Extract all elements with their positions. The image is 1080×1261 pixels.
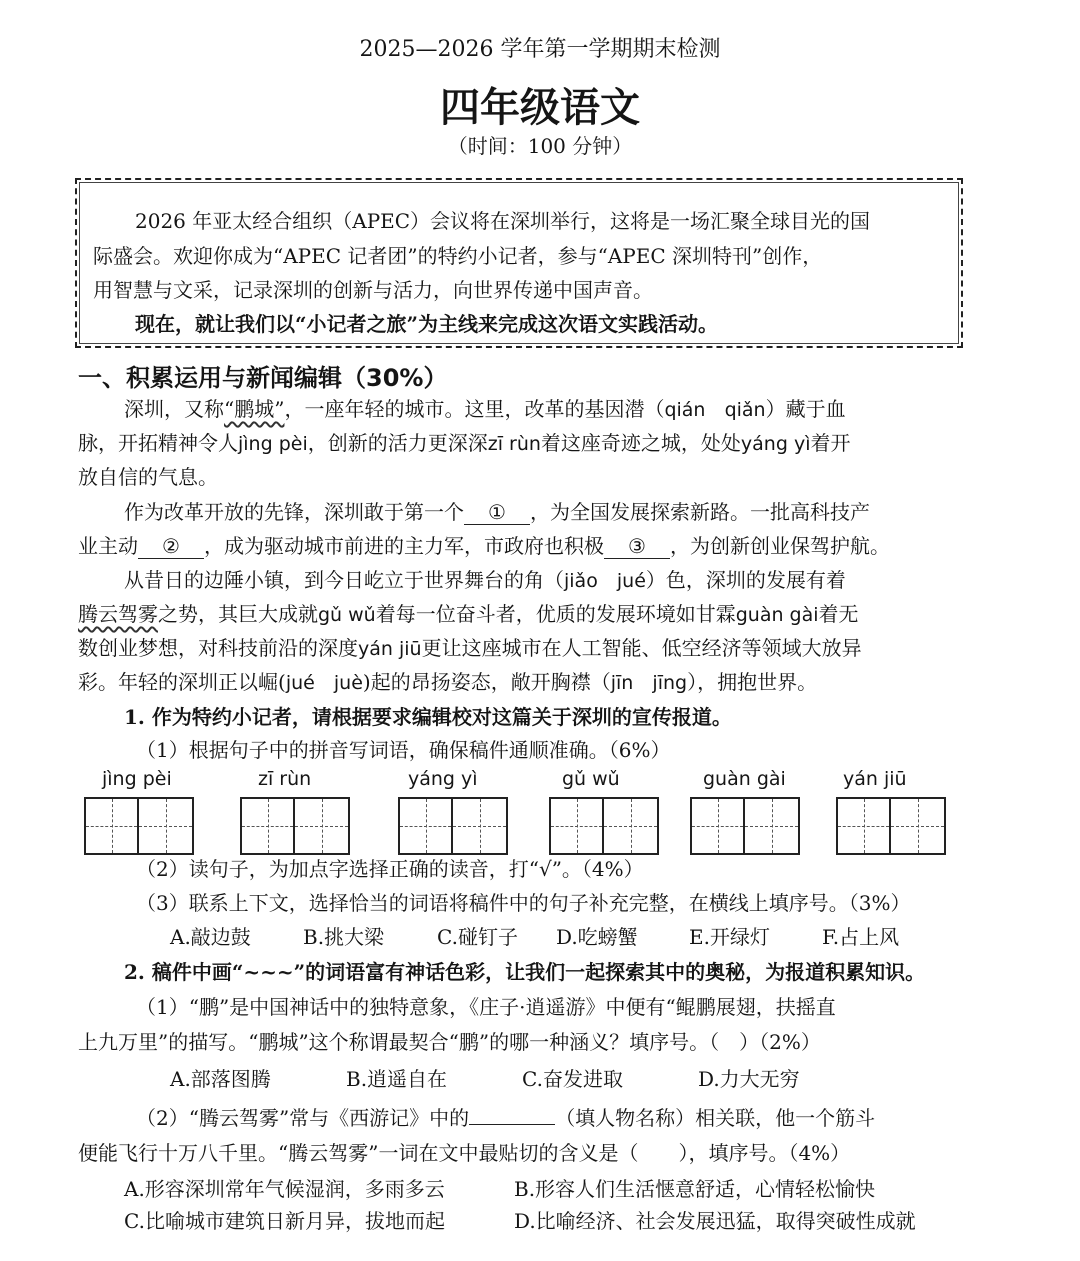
question-2-sub1-line1: （1）“鹏”是中国神话中的独特意象，《庄子·逍遥游》中便有“鲲鹏展翅，扶摇直	[136, 995, 836, 1019]
question-1-title: 1. 作为特约小记者，请根据要求编辑校对这篇关于深圳的宣传报道。	[124, 705, 732, 729]
option-q2-1-b: B.逍遥自在	[346, 1067, 448, 1091]
option-q1-c: C.碰钉子	[437, 925, 518, 949]
passage-p1-line3: 放自信的气息。	[78, 465, 218, 489]
option-q2-2-a: A.形容深圳常年气候湿润，多雨多云	[124, 1177, 445, 1201]
passage-p3-line2: 腾云驾雾之势，其巨大成就gǔ wǔ着每一位奋斗者，优质的发展环境如甘霖guàn gài着无	[78, 602, 859, 626]
passage-p3-line1: 从昔日的边陲小镇，到今日屹立于世界舞台的角（jiǎo jué）色，深圳的发展有着	[124, 568, 846, 592]
pinyin-label-1: jìng pèi	[102, 768, 172, 790]
blank-3[interactable]: ③	[604, 534, 670, 559]
option-q1-b: B.挑大梁	[303, 925, 385, 949]
question-2-sub2-line2: 便能飞行十万八千里。“腾云驾雾”一词在文中最贴切的含义是（ ），填序号。（4%）	[78, 1141, 851, 1165]
blank-2[interactable]: ②	[138, 534, 204, 559]
section-title: 一、积累运用与新闻编辑（30%）	[78, 364, 448, 392]
question-2-sub2-line1: （2）“腾云驾雾”常与《西游记》中的 （填人物名称）相关联，他一个筋斗	[136, 1106, 876, 1130]
pinyin-label-4: gǔ wǔ	[562, 768, 620, 790]
blank-1[interactable]: ①	[464, 500, 530, 525]
option-q2-2-c: C.比喻城市建筑日新月异，拔地而起	[124, 1209, 445, 1233]
pinyin-label-2: zī rùn	[258, 768, 312, 790]
option-q2-1-d: D.力大无穷	[698, 1067, 800, 1091]
intro-line-2: 际盛会。欢迎你成为“APEC 记者团”的特约小记者，参与“APEC 深圳特刊”创作，	[93, 244, 823, 268]
pengcheng-term: “鹏城”	[224, 397, 285, 421]
writing-grid-3[interactable]	[398, 797, 508, 855]
option-q2-2-d: D.比喻经济、社会发展迅猛，取得突破性成就	[514, 1209, 916, 1233]
passage-p3-line3: 数创业梦想，对科技前沿的深度yán jiū更让这座城市在人工智能、低空经济等领域大放异	[78, 636, 862, 660]
option-q1-d: D.吃螃蟹	[556, 925, 638, 949]
passage-p1-line2: 脉，开拓精神令人jìng pèi，创新的活力更深深zī rùn着这座奇迹之城，处处yáng yì着开	[78, 431, 851, 455]
tengyun-term: 腾云驾雾	[78, 602, 158, 626]
exam-time: （时间：100 分钟）	[447, 134, 633, 158]
option-q1-f: F.占上风	[822, 925, 900, 949]
option-q2-2-b: B.形容人们生活惬意舒适，心情轻松愉快	[514, 1177, 876, 1201]
character-name-blank[interactable]	[469, 1124, 555, 1125]
page-title: 四年级语文	[440, 85, 640, 131]
question-1-sub1: （1）根据句子中的拼音写词语，确保稿件通顺准确。（6%）	[136, 738, 671, 762]
option-q2-1-a: A.部落图腾	[170, 1067, 271, 1091]
intro-line-1: 2026 年亚太经合组织（APEC）会议将在深圳举行，这将是一场汇聚全球目光的国	[135, 209, 871, 233]
writing-grid-5[interactable]	[690, 797, 800, 855]
option-q1-e: E.开绿灯	[689, 925, 770, 949]
passage-p2-line2: 业主动 ② ，成为驱动城市前进的主力军，市政府也积极 ③ ，为创新创业保驾护航。	[78, 534, 890, 558]
writing-grid-2[interactable]	[240, 797, 350, 855]
question-2-title: 2. 稿件中画“~~~”的词语富有神话色彩，让我们一起探索其中的奥秘，为报道积累知识。	[124, 960, 926, 984]
exam-term: 2025—2026 学年第一学期期末检测	[359, 37, 721, 62]
passage-p2-line1: 作为改革开放的先锋，深圳敢于第一个 ① ，为全国发展探索新路。一批高科技产	[124, 500, 870, 524]
writing-grid-1[interactable]	[84, 797, 194, 855]
passage-p3-line4: 彩。年轻的深圳正以崛(jué juè)起的昂扬姿态，敞开胸襟（jīn jīng），拥抱世界。	[78, 670, 818, 694]
question-1-sub2: （2）读句子，为加点字选择正确的读音，打“√”。（4%）	[136, 857, 644, 881]
question-2-sub1-line2: 上九万里”的描写。“鹏城”这个称谓最契合“鹏”的哪一种涵义？填序号。（ ）（2%）	[78, 1030, 821, 1054]
option-q1-a: A.敲边鼓	[170, 925, 251, 949]
pinyin-label-5: guàn gài	[703, 768, 786, 790]
intro-bold-line: 现在，就让我们以“小记者之旅”为主线来完成这次语文实践活动。	[135, 312, 719, 336]
writing-grid-6[interactable]	[836, 797, 946, 855]
writing-grid-4[interactable]	[549, 797, 659, 855]
intro-line-3: 用智慧与文采，记录深圳的创新与活力，向世界传递中国声音。	[93, 278, 653, 302]
option-q2-1-c: C.奋发进取	[522, 1067, 623, 1091]
pinyin-label-6: yán jiū	[843, 768, 907, 790]
question-1-sub3: （3）联系上下文，选择恰当的词语将稿件中的句子补充完整，在横线上填序号。（3%）	[136, 891, 911, 915]
passage-p1-line1: 深圳，又称“鹏城”，一座年轻的城市。这里，改革的基因潜（qián qiǎn）藏于血	[124, 397, 846, 421]
pinyin-label-3: yáng yì	[408, 768, 478, 790]
